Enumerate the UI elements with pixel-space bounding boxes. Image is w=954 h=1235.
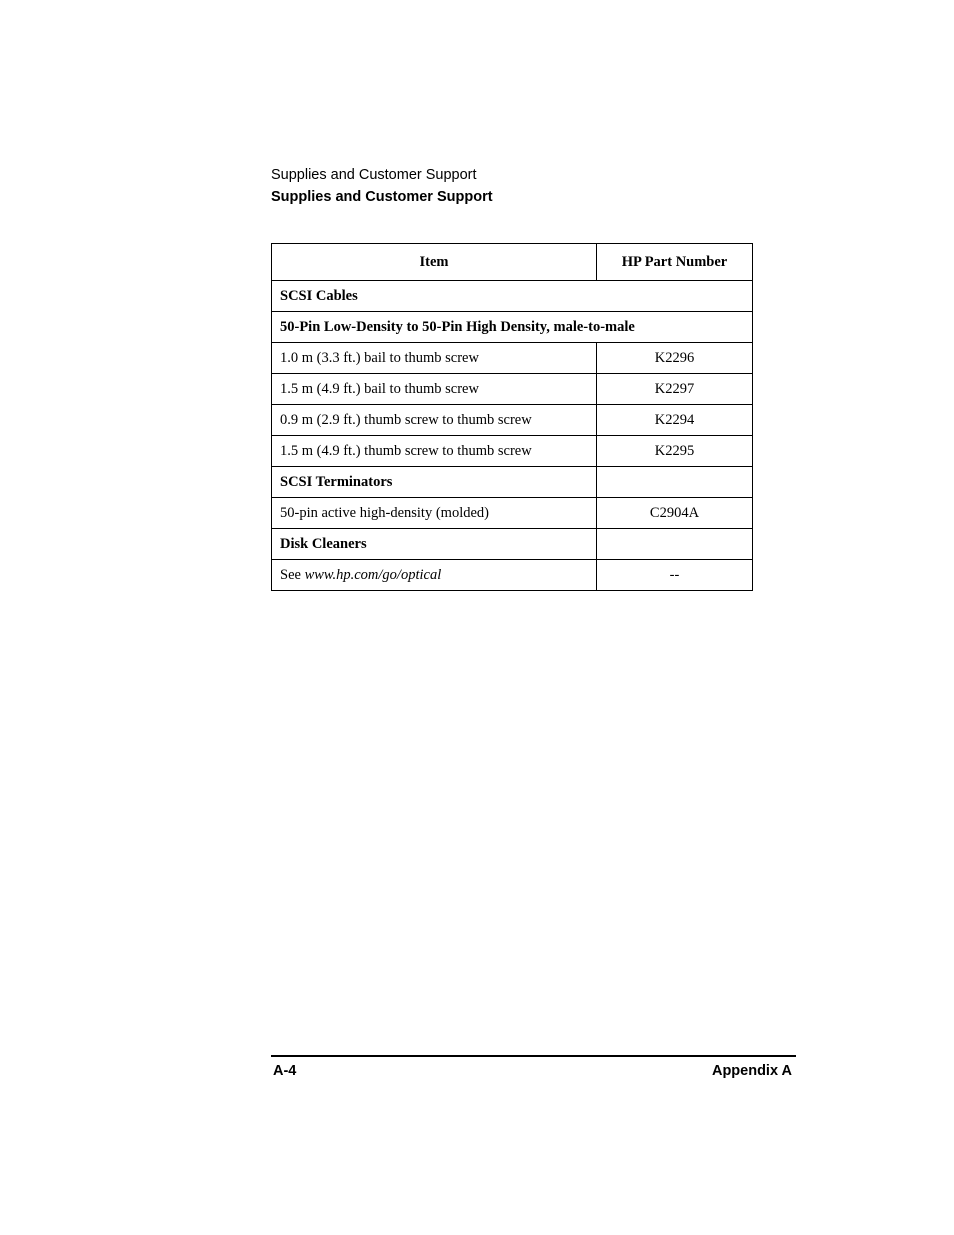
table-row <box>272 405 753 436</box>
table-header-row <box>272 244 753 281</box>
part-number-cell <box>597 529 753 560</box>
item-cell <box>272 560 597 591</box>
table-row <box>272 560 753 591</box>
part-number-cell: K2295 <box>597 436 753 467</box>
item-cell: 1.5 m (4.9 ft.) bail to thumb screw <box>272 374 597 405</box>
part-number-cell: K2296 <box>597 343 753 374</box>
table-row <box>272 436 753 467</box>
page-number: A-4 <box>273 1063 297 1079</box>
group-label-scsi-terminators: SCSI Terminators <box>272 467 597 498</box>
item-cell: 0.9 m (2.9 ft.) thumb screw to thumb screw <box>272 405 597 436</box>
item-cell: 50-pin active high-density (molded) <box>272 498 597 529</box>
table-row-group <box>272 467 753 498</box>
item-cell: 1.5 m (4.9 ft.) thumb screw to thumb screw <box>272 436 597 467</box>
part-number-cell: C2904A <box>597 498 753 529</box>
group-label-scsi-cables: SCSI Cables <box>272 281 753 312</box>
table-row <box>272 343 753 374</box>
table-row <box>272 374 753 405</box>
chapter-name: Appendix A <box>711 1063 792 1079</box>
part-number-cell: K2294 <box>597 405 753 436</box>
group-label-disk-cleaners: Disk Cleaners <box>272 529 597 560</box>
section-title: Supplies and Customer Support <box>271 189 493 205</box>
optical-url: www.hp.com/go/optical <box>304 566 442 583</box>
table-row-subgroup <box>272 312 753 343</box>
running-head: Supplies and Customer Support <box>271 167 477 183</box>
part-number-cell <box>597 467 753 498</box>
column-header-item: Item <box>272 244 597 281</box>
table-row <box>272 498 753 529</box>
parts-table <box>271 243 753 591</box>
table-row-group <box>272 529 753 560</box>
column-header-part-number: HP Part Number <box>597 244 753 281</box>
table-row-group <box>272 281 753 312</box>
part-number-cell: -- <box>597 560 753 591</box>
subgroup-label-50-pin: 50-Pin Low-Density to 50-Pin High Density, male-to-male <box>272 312 753 343</box>
footer-rule <box>271 1055 796 1057</box>
item-cell: 1.0 m (3.3 ft.) bail to thumb screw <box>272 343 597 374</box>
see-prefix: See <box>280 566 305 583</box>
part-number-cell: K2297 <box>597 374 753 405</box>
